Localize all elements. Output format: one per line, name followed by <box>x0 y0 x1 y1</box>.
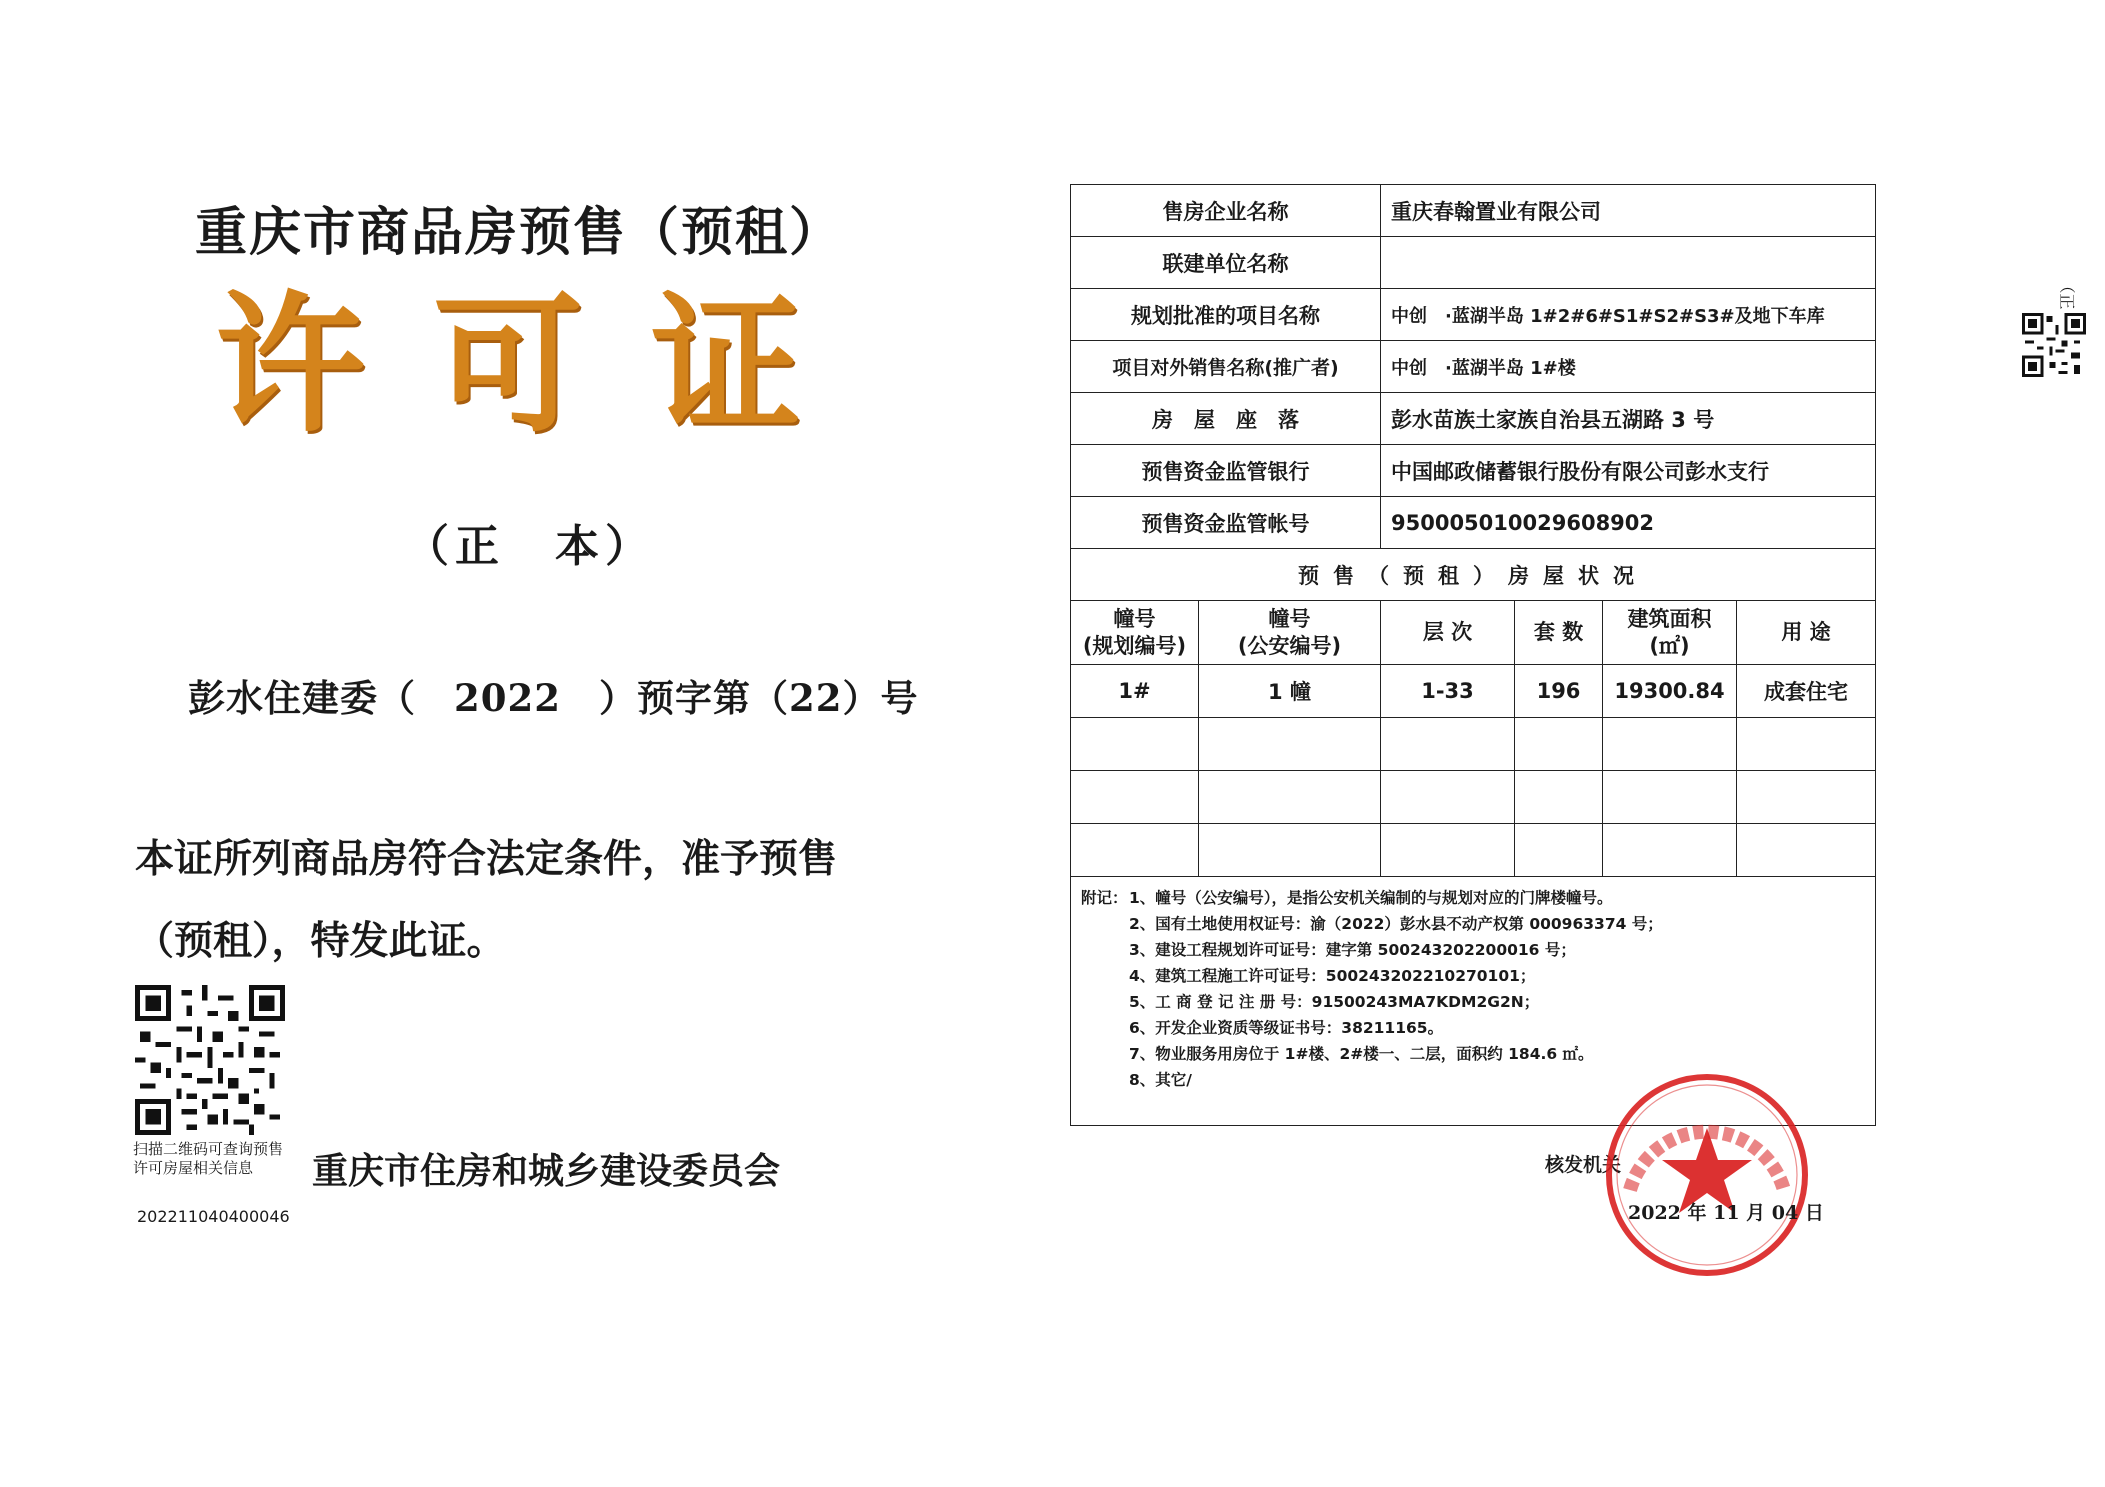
table-row <box>1071 393 1876 445</box>
note-item: 6、开发企业资质等级证书号：38211165。 <box>1129 1019 1444 1037</box>
note-item: 5、工 商 登 记 注 册 号：91500243MA7KDM2G2N； <box>1129 993 1540 1011</box>
qr-code-icon <box>135 985 285 1135</box>
column-header: 套 数 <box>1515 601 1603 665</box>
row-value: 中创 ·蓝湖半岛 1#楼 <box>1381 341 1876 393</box>
official-seal-icon <box>1602 1070 1812 1280</box>
row-label: 联建单位名称 <box>1071 237 1381 289</box>
cell-police-no <box>1199 771 1381 824</box>
row-value <box>1381 237 1876 289</box>
column-header: 幢号 (公安编号) <box>1199 601 1381 665</box>
section-row <box>1071 549 1876 601</box>
cell-usage <box>1737 718 1876 771</box>
table-row <box>1071 341 1876 393</box>
cell-plan-no <box>1071 771 1199 824</box>
certificate-number: 彭水住建委（ 2022 ）预字第（22）号 <box>188 676 919 720</box>
qr-caption: 扫描二维码可查询预售许可房屋相关信息 <box>133 1140 284 1177</box>
data-row <box>1071 771 1876 824</box>
cell-area <box>1603 771 1737 824</box>
table-row <box>1071 185 1876 237</box>
table-row <box>1071 237 1876 289</box>
row-label: 房 屋 座 落 <box>1071 393 1381 445</box>
cell-floors <box>1381 824 1515 877</box>
serial-number: 202211040400046 <box>137 1207 290 1226</box>
side-mark: （正 <box>2057 277 2077 310</box>
certificate-table <box>1070 184 1876 1126</box>
note-item: 2、国有土地使用权证号：渝（2022）彭水县不动产权第 000963374 号； <box>1129 915 1663 933</box>
issuing-authority-label: 核发机关 <box>1545 1154 1622 1176</box>
cell-police-no <box>1199 824 1381 877</box>
row-label: 售房企业名称 <box>1071 185 1381 237</box>
column-header: 层 次 <box>1381 601 1515 665</box>
cell-floors <box>1381 771 1515 824</box>
table-row <box>1071 289 1876 341</box>
column-header-row <box>1071 601 1876 665</box>
row-value: 彭水苗族土家族自治县五湖路 3 号 <box>1381 393 1876 445</box>
table-row <box>1071 445 1876 497</box>
cell-usage <box>1737 771 1876 824</box>
title-line1: 重庆市商品房预售（预租） <box>195 202 844 263</box>
data-row <box>1071 824 1876 877</box>
declaration-text: 本证所列商品房符合法定条件，准予预售（预租），特发此证。 <box>135 836 838 964</box>
cell-plan-no: 1# <box>1071 665 1199 718</box>
cell-plan-no <box>1071 718 1199 771</box>
note-item: 7、物业服务用房位于 1#楼、2#楼一、二层，面积约 184.6 ㎡。 <box>1129 1045 1594 1063</box>
note-item: 8、其它/ <box>1129 1071 1192 1089</box>
row-label: 预售资金监管帐号 <box>1071 497 1381 549</box>
row-value: 950005010029608902 <box>1381 497 1876 549</box>
side-qr-code-icon <box>2022 313 2086 377</box>
cell-units <box>1515 718 1603 771</box>
title-main: 许可证 <box>215 277 870 453</box>
row-value: 重庆春翰置业有限公司 <box>1381 185 1876 237</box>
note-item: 4、建筑工程施工许可证号：500243202210270101； <box>1129 967 1536 985</box>
cell-area <box>1603 718 1737 771</box>
cell-area: 19300.84 <box>1603 665 1737 718</box>
column-header: 用 途 <box>1737 601 1876 665</box>
notes-label: 附记： <box>1081 889 1128 907</box>
cell-area <box>1603 824 1737 877</box>
section-title: 预售（预租）房屋状况 <box>1071 549 1876 601</box>
cell-plan-no <box>1071 824 1199 877</box>
data-row <box>1071 665 1876 718</box>
row-label: 项目对外销售名称(推广者) <box>1071 341 1381 393</box>
cell-police-no: 1 幢 <box>1199 665 1381 718</box>
cell-police-no <box>1199 718 1381 771</box>
cell-units: 196 <box>1515 665 1603 718</box>
cell-units <box>1515 824 1603 877</box>
issuer-name: 重庆市住房和城乡建设委员会 <box>312 1150 781 1192</box>
issue-date: 2022 年 11 月 04 日 <box>1628 1202 1824 1224</box>
row-label: 预售资金监管银行 <box>1071 445 1381 497</box>
note-item: 1、幢号（公安编号），是指公安机关编制的与规划对应的门牌楼幢号。 <box>1129 889 1613 907</box>
column-header: 建筑面积 (㎡) <box>1603 601 1737 665</box>
cell-units <box>1515 771 1603 824</box>
row-value: 中国邮政储蓄银行股份有限公司彭水支行 <box>1381 445 1876 497</box>
cell-floors: 1-33 <box>1381 665 1515 718</box>
table-row <box>1071 497 1876 549</box>
column-header: 幢号 (规划编号) <box>1071 601 1199 665</box>
cell-usage: 成套住宅 <box>1737 665 1876 718</box>
cell-floors <box>1381 718 1515 771</box>
row-value: 中创 ·蓝湖半岛 1#2#6#S1#S2#S3#及地下车库 <box>1381 289 1876 341</box>
data-row <box>1071 718 1876 771</box>
row-label: 规划批准的项目名称 <box>1071 289 1381 341</box>
note-item: 3、建设工程规划许可证号：建字第 500243202200016 号； <box>1129 941 1576 959</box>
cell-usage <box>1737 824 1876 877</box>
copy-type: （正 本） <box>405 521 655 572</box>
